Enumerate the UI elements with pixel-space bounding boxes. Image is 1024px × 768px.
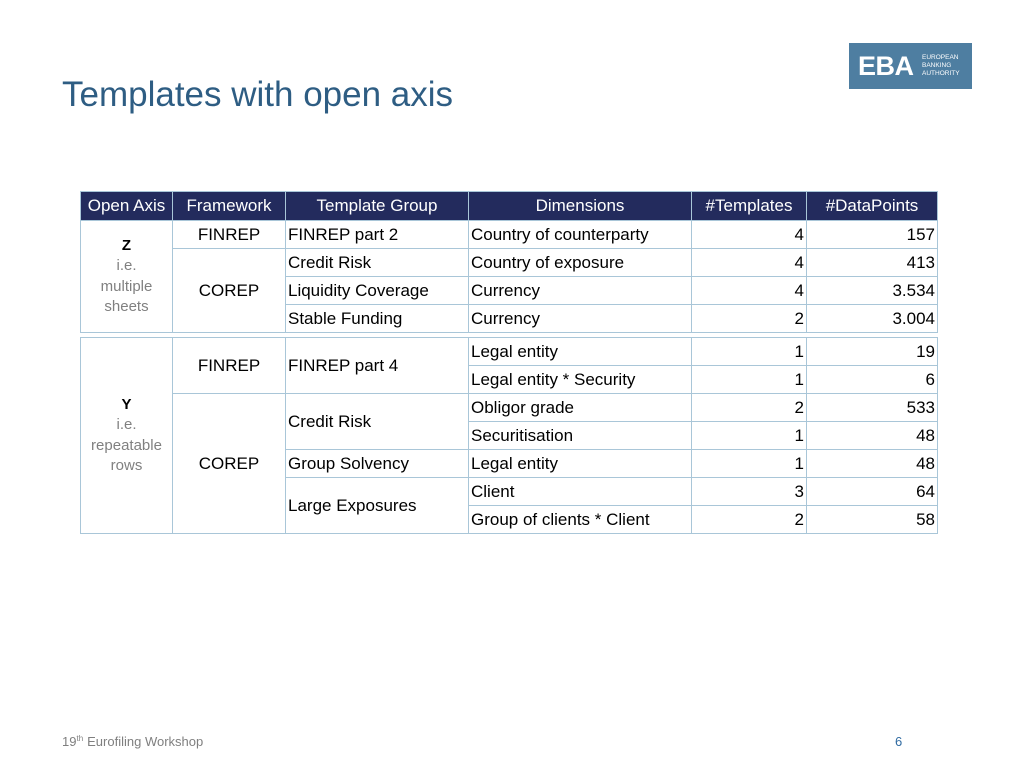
table-header-row	[81, 192, 938, 221]
framework-cell: FINREP	[173, 338, 286, 394]
template-group-cell: Credit Risk	[286, 394, 469, 450]
footer-event	[62, 734, 203, 750]
framework-cell: FINREP	[173, 221, 286, 249]
templates-count-cell: 4	[692, 249, 807, 277]
dimension-cell: Country of counterparty	[469, 221, 692, 249]
header-templates: #Templates	[692, 192, 807, 221]
dimension-cell: Group of clients * Client	[469, 506, 692, 534]
datapoints-count-cell: 58	[807, 506, 938, 534]
event-number: 19	[62, 734, 77, 749]
logo-name-line: AUTHORITY	[922, 70, 960, 77]
templates-count-cell: 3	[692, 478, 807, 506]
dimension-cell: Legal entity	[469, 338, 692, 366]
template-group-cell: Liquidity Coverage	[286, 277, 469, 305]
slide-title: Templates with open axis	[62, 75, 454, 114]
datapoints-count-cell: 64	[807, 478, 938, 506]
template-group-cell: Group Solvency	[286, 450, 469, 478]
dimension-cell: Obligor grade	[469, 394, 692, 422]
table-row	[81, 249, 938, 277]
framework-cell: COREP	[173, 394, 286, 534]
datapoints-count-cell: 19	[807, 338, 938, 366]
open-axis-tables	[80, 191, 937, 534]
template-group-cell: FINREP part 4	[286, 338, 469, 394]
templates-count-cell: 2	[692, 506, 807, 534]
table-row	[81, 338, 938, 366]
templates-count-cell: 1	[692, 338, 807, 366]
z-axis-table	[80, 191, 938, 333]
datapoints-count-cell: 413	[807, 249, 938, 277]
framework-cell: COREP	[173, 249, 286, 333]
axis-note: i.e. repeatable rows	[91, 416, 162, 475]
axis-label: Y	[121, 396, 132, 414]
dimension-cell: Country of exposure	[469, 249, 692, 277]
template-group-cell: FINREP part 2	[286, 221, 469, 249]
template-group-cell: Stable Funding	[286, 305, 469, 333]
datapoints-count-cell: 3.534	[807, 277, 938, 305]
templates-count-cell: 2	[692, 305, 807, 333]
open-axis-cell	[81, 221, 173, 333]
templates-count-cell: 1	[692, 450, 807, 478]
templates-count-cell: 4	[692, 277, 807, 305]
y-axis-table	[80, 337, 938, 534]
templates-count-cell: 4	[692, 221, 807, 249]
datapoints-count-cell: 48	[807, 422, 938, 450]
dimension-cell: Legal entity * Security	[469, 366, 692, 394]
datapoints-count-cell: 533	[807, 394, 938, 422]
template-group-cell: Credit Risk	[286, 249, 469, 277]
dimension-cell: Legal entity	[469, 450, 692, 478]
header-framework: Framework	[173, 192, 286, 221]
logo-name	[922, 54, 960, 78]
datapoints-count-cell: 6	[807, 366, 938, 394]
logo-name-line: EUROPEAN	[922, 54, 959, 61]
page-number: 6	[895, 734, 903, 749]
templates-count-cell: 1	[692, 366, 807, 394]
templates-count-cell: 1	[692, 422, 807, 450]
event-name: Eurofiling Workshop	[87, 734, 204, 749]
axis-note: i.e. multiple sheets	[100, 257, 153, 316]
table-row	[81, 394, 938, 422]
dimension-cell: Securitisation	[469, 422, 692, 450]
eba-logo	[849, 43, 972, 89]
header-dimensions: Dimensions	[469, 192, 692, 221]
datapoints-count-cell: 48	[807, 450, 938, 478]
open-axis-cell	[81, 338, 173, 534]
header-open-axis: Open Axis	[81, 192, 173, 221]
logo-name-line: BANKING	[922, 62, 952, 69]
axis-label: Z	[121, 237, 132, 255]
logo-acronym: EBA	[858, 51, 914, 81]
datapoints-count-cell: 3.004	[807, 305, 938, 333]
templates-count-cell: 2	[692, 394, 807, 422]
table-row	[81, 221, 938, 249]
template-group-cell: Large Exposures	[286, 478, 469, 534]
dimension-cell: Currency	[469, 277, 692, 305]
header-datapoints: #DataPoints	[807, 192, 938, 221]
dimension-cell: Currency	[469, 305, 692, 333]
datapoints-count-cell: 157	[807, 221, 938, 249]
dimension-cell: Client	[469, 478, 692, 506]
event-ordinal: th	[76, 734, 84, 743]
header-template-group: Template Group	[286, 192, 469, 221]
